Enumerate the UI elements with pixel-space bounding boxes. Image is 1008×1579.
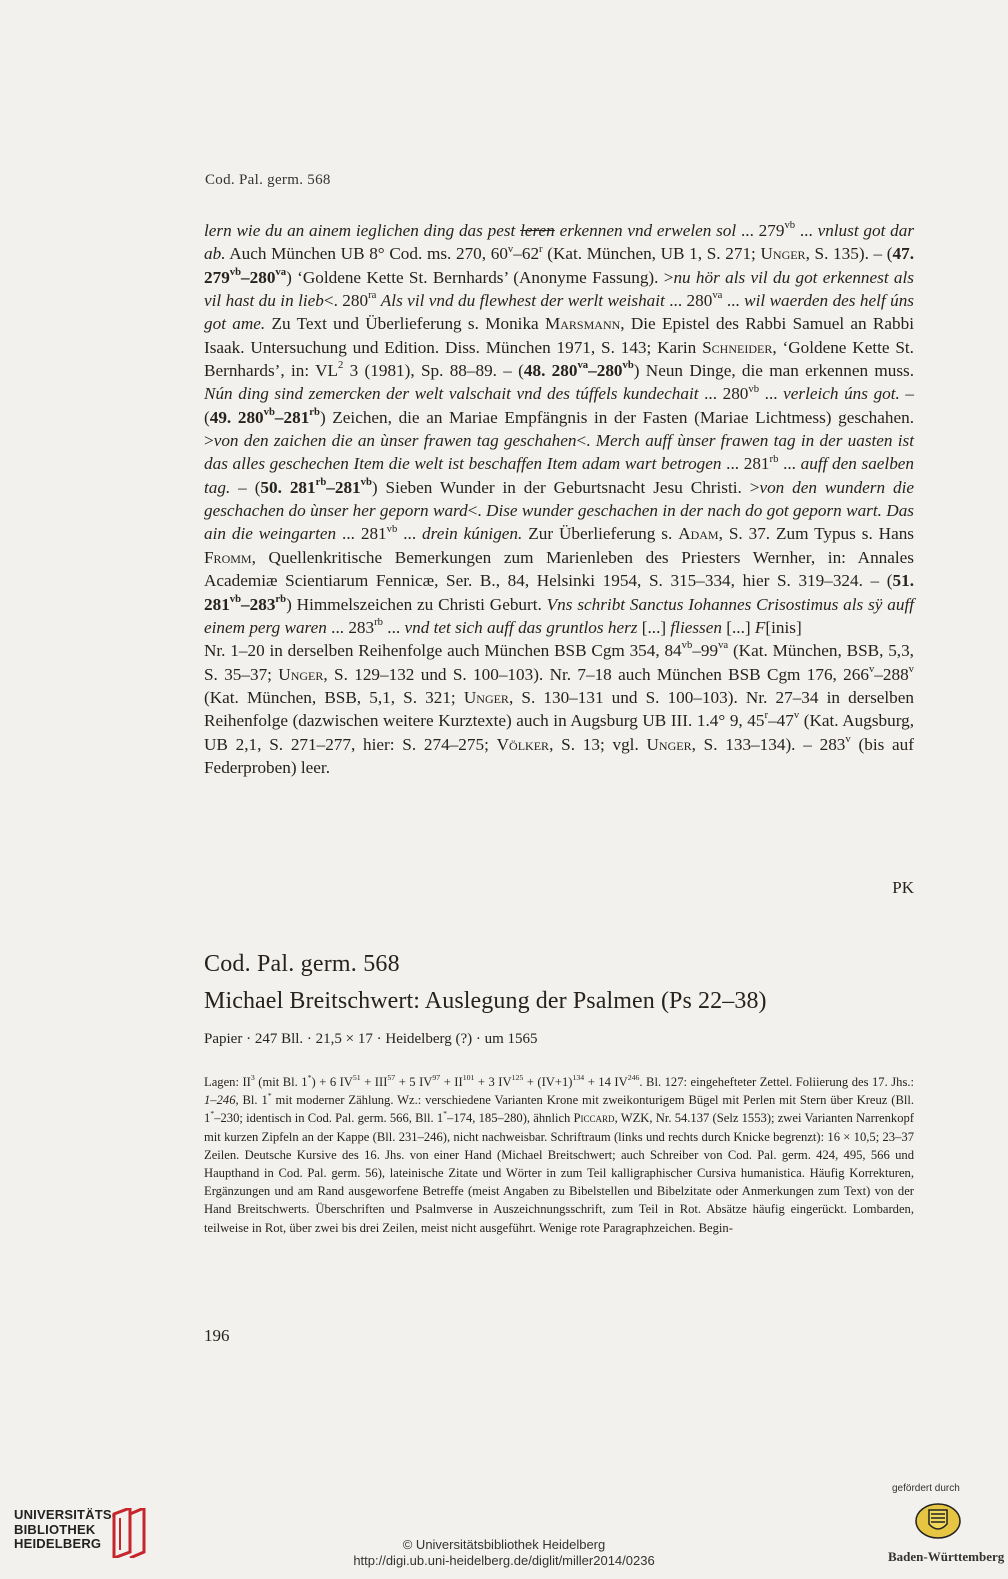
author-initials: PK xyxy=(892,878,914,897)
sponsor-label: gefördert durch xyxy=(892,1483,960,1494)
codicological-description xyxy=(204,1073,914,1237)
catalogue-entry-text xyxy=(204,219,914,779)
permalink[interactable]: http://digi.ub.uni-heidelberg.de/diglit/miller2014/0236 xyxy=(353,1553,655,1568)
sponsor-name: Baden-Württemberg xyxy=(888,1549,1005,1564)
section-title: Cod. Pal. germ. 568 xyxy=(204,951,400,977)
entry-paragraph: Nr. 1–20 in derselben Reihenfolge auch München BSB Cgm 354, $84^{vb}-99^{va}$ (Kat. München, BSB, 5,3, S. 35–37; Unger, S. 129–132 und S. 100–103). Nr. 7–18 auch München BSB Cgm 176, 266$^v$–288$^v$ (Kat. München, BSB, 5,1, S. 321; Unger, S. 130–131 und S. 100–103). Nr. 27–34 in derselben Reihenfolge (dazwischen weitere Kurztexte) auch in Augsburg UB III. 1.4° 9, 45$^r$–47$^v$ (Kat. Augsburg, UB 2,1, S. 271–277, hier: S. 274–275; Völker, S. 13; vgl. Unger, S. 133–134). – 283$^v$ (bis auf Federproben) leer. xyxy=(204,640,915,777)
section-meta: Papier · 247 Bll. · 21,5 × 17 · Heidelberg (?) · um 1565 xyxy=(204,1031,538,1047)
copyright-notice: © Universitätsbibliothek Heidelberg xyxy=(402,1537,606,1552)
entry-paragraph: lern wie du an ainem ieglichen ding das pest leren erkennen vnd erwelen sol ... $279^{vb}$ ... vnlust got dar ab. Auch München UB 8° Cod. ms. 270, 60$^v$–62$^r$ (Kat. München, UB 1, S. 271; Unger, S. 135). – (47. $279^{vb}-280^{va}$) ‘Goldene Kette St. Bernhards’ (Anonyme Fassung). >nu hör als vil du got erkennest als vil hast du in lieb<. $280^{ra}$ Als vil vnd du flewhest der werlt weishait ... $280^{va}$ ... wil waerden des helf úns got ame. Zu Text und Überlieferung s. Monika Marsmann, Die Epistel des Rabbi Samuel an Rabbi Isaak. Untersuchung und Edition. Diss. München 1971, S. 143; Karin Schneider, ‘Goldene Kette St. Bernhards’, in: $VL^2$ 3 (1981), Sp. 88–89. – (48. $280^{va}-280^{vb}$) Neun Dinge, die man erkennen muss. Nún ding sind zemercken der welt valschait vnd des túffels kundechait ... $280^{vb}$ ... verleich úns got. – (49. $280^{vb}-281^{rb}$) Zeichen, die an Mariae Empfängnis in der Fasten (Mariae Lichtmess) geschahen. >von den zaichen die an ùnser frawen tag geschahen<. Merch auff ùnser frawen tag in der uasten ist das alles geschechen Item die welt ist beschaffen Item adam wart betrogen ... $281^{rb}$ ... auff den saelben tag. – (50. $281^{rb}-281^{vb}$) Sieben Wunder in der Geburtsnacht Jesu Christi. >von den wundern die geschachen do ùnser her geporn ward<. Dise wunder geschachen in der nach do got geporn wart. Das ain die weingarten ... $281^{vb}$ ... drein kúnigen. Zur Überlieferung s. Adam, S. 37. Zum Typus s. Hans Fromm, Quellenkritische Bemerkungen zum Marienleben des Priesters Wernher, in: Annales Academiæ Scientiarum Fennicæ, Ser. B., 84, Helsinki 1954, S. 315–334, hier S. 319–324. – (51. $281^{vb}-283^{rb}$) Himmelszeichen zu Christi Geburt. Vns schribt Sanctus Iohannes Crisostimus als sÿ auff einem perg waren ... $283^{rb}$ ... vnd tet sich auff das gruntlos herz [...] fliessen [...] F[inis] xyxy=(204,220,915,637)
page-number: 196 xyxy=(204,1326,230,1345)
running-head: Cod. Pal. germ. 568 xyxy=(205,172,331,188)
state-coat-of-arms-icon xyxy=(914,1502,962,1540)
library-name: UNIVERSITÄTS- BIBLIOTHEK HEIDELBERG xyxy=(14,1507,117,1551)
description-paragraph: Lagen: $II^3$ (mit Bl. 1*) + 6 $IV^{51} + III^{57} + 5$ $IV^{97} + II^{101} + 3$ $IV^{125} + (IV+1)^{134} + 14$ IV$^{246}$. Bl. 127: eingehefteter Zettel. Foliierung des 17. Jhs.: 1–246, Bl. 1* mit moderner Zählung. Wz.: verschiedene Varianten Krone mit zweikonturigem Bügel mit Perlen mit Stern über Kreuz (Bll. 1*–230; identisch in Cod. Pal. germ. 566, Bll. 1*–174, 185–280), ähnlich Piccard, WZK, Nr. 54.137 (Selz 1553); zwei Varianten Narrenkopf mit kurzen Zipfeln an der Kappe (Bll. 231–246), nicht nachweisbar. Schriftraum (links und rechts durch Knicke begrenzt): 16 × 10,5; 23–37 Zeilen. Deutsche Kursive des 16. Jhs. von einer Hand (Michael Breitschwert; auch Schreiber von Cod. Pal. germ. 424, 495, 566 und Haupthand in Cod. Pal. germ. 56), lateinische Zitate und Wörter in zum Teil kalligraphischer Cursiva humanistica. Häufig Korrekturen, Ergänzungen und am Rand ausgeworfene Betreffe (meist Angaben zu Bibelstellen und Bibelzitate oder Anmerkungen zum Text) von der Hand Breitschwerts. Überschriften und Psalmverse in Auszeichnungsschrift, zum Teil in Rot. Absätze häufig eingerückt. Lombarden, teilweise in Rot, über zwei bis drei Zeilen, meist nicht ausgeführt. Wenige rote Paragraphzeichen. Begin- xyxy=(204,1073,914,1235)
section-subtitle: Michael Breitschwert: Auslegung der Psalmen (Ps 22–38) xyxy=(204,988,767,1014)
